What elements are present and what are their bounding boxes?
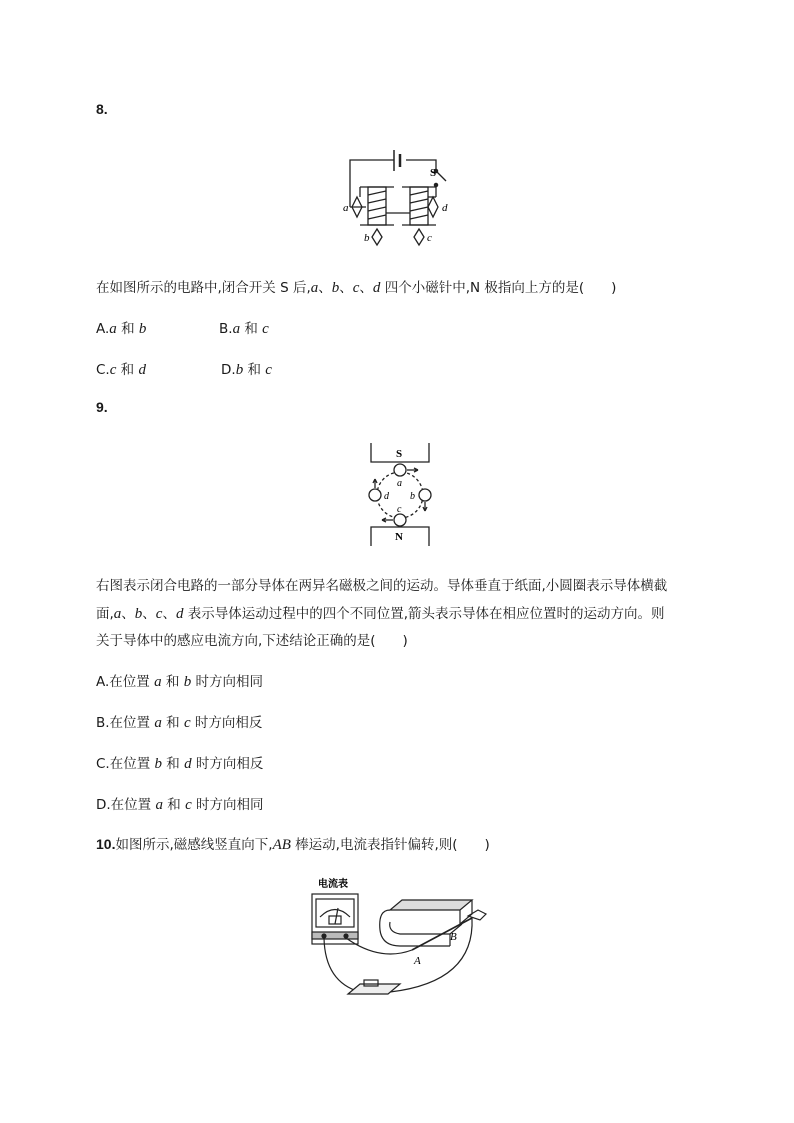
variable-text: d: [184, 756, 192, 772]
text-run: 、: [142, 606, 156, 622]
variable-text: b: [154, 756, 163, 772]
q8-option-b: [219, 317, 269, 338]
q8-option-d: [221, 358, 272, 379]
north-pole-label: N: [395, 531, 403, 543]
variable-text: c: [262, 321, 269, 337]
variable-text: d: [372, 280, 381, 296]
variable-text: a: [310, 280, 319, 296]
variable-text: a: [113, 606, 122, 622]
text-run: 四个小磁针中,N 极指向上方的是( ): [380, 280, 617, 296]
variable-text: a: [155, 797, 163, 813]
q8-stem: [96, 276, 616, 297]
text-run: 时方向相同: [191, 797, 264, 813]
q10-apparatus-figure: [300, 872, 490, 1004]
variable-text: a: [154, 674, 162, 690]
variable-text: d: [175, 606, 184, 622]
q9-stem-line-2: [96, 602, 665, 623]
text-run: A.: [96, 321, 110, 337]
text-run: 和: [116, 321, 139, 337]
text-run: B.: [219, 321, 233, 337]
text-run: D.: [221, 362, 236, 378]
q9-option-c: [96, 752, 263, 773]
q9-option-a: [96, 670, 263, 691]
needle-a-label: a: [343, 202, 349, 214]
text-run: 关于导体中的感应电流方向,下述结论正确的是( ): [96, 633, 408, 649]
text-run: 和: [162, 797, 186, 813]
q8-option-a: [96, 317, 146, 338]
needle-c-label: c: [427, 232, 432, 244]
variable-text: b: [138, 321, 147, 337]
text-run: C.: [96, 362, 110, 378]
q9-option-d: [96, 793, 264, 814]
variable-text: c: [155, 606, 163, 622]
south-pole-label: S: [396, 448, 403, 460]
variable-text: c: [352, 280, 360, 296]
switch-label: S: [430, 167, 437, 179]
q8-option-c: [96, 358, 146, 379]
text-run: 、: [359, 280, 373, 296]
position-d-label: d: [384, 491, 389, 502]
variable-text: a: [109, 321, 117, 337]
q10-number: 10.: [96, 836, 116, 852]
q9-option-b: [96, 711, 262, 732]
text-run: 和: [243, 362, 266, 378]
variable-text: a: [154, 715, 162, 731]
text-run: B.在位置: [96, 715, 155, 731]
rod-end-a-label: A: [414, 955, 421, 967]
q9-stem-line-3: [96, 629, 408, 649]
ammeter-label: 电流表: [318, 879, 348, 890]
needle-d-label: d: [442, 202, 448, 214]
text-run: 和: [161, 674, 184, 690]
q9-stem-line-1: [96, 574, 667, 594]
variable-text: b: [134, 606, 143, 622]
text-run: C.在位置: [96, 756, 155, 772]
position-b-label: b: [410, 491, 415, 502]
variable-text: a: [232, 321, 241, 337]
rod-end-b-label: B: [450, 931, 457, 943]
text-run: 时方向相反: [191, 756, 264, 772]
variable-text: c: [265, 362, 272, 378]
text-run: D.在位置: [96, 797, 156, 813]
variable-text: c: [185, 797, 192, 813]
text-run: 表示导体运动过程中的四个不同位置,箭头表示导体在相应位置时的运动方向。则: [183, 606, 665, 622]
variable-text: b: [183, 674, 192, 690]
text-run: 和: [161, 715, 184, 731]
variable-text: c: [109, 362, 117, 378]
text-run: 、: [318, 280, 332, 296]
q10-stem: [115, 837, 489, 853]
text-run: 和: [162, 756, 185, 772]
variable-text: d: [138, 362, 146, 378]
text-run: 右图表示闭合电路的一部分导体在两异名磁极之间的运动。导体垂直于纸面,小圆圈表示导体横截: [96, 578, 668, 594]
text-run: 、: [121, 606, 135, 622]
q8-number: 8.: [96, 101, 108, 117]
text-run: 和: [240, 321, 263, 337]
text-run: 和: [116, 362, 139, 378]
q10-stem-line: [96, 833, 490, 854]
text-run: 在如图所示的电路中,闭合开关 S 后,: [96, 280, 311, 296]
text-run: 棒运动,电流表指针偏转,则( ): [290, 837, 490, 853]
position-c-label: c: [397, 504, 402, 515]
position-a-label: a: [397, 478, 402, 489]
q9-number: 9.: [96, 399, 108, 415]
text-run: 、: [339, 280, 353, 296]
q8-circuit-figure: [330, 145, 470, 250]
q9-magnet-figure: [355, 440, 445, 550]
text-run: 面,: [96, 606, 114, 622]
variable-text: b: [331, 280, 340, 296]
text-run: 、: [162, 606, 176, 622]
variable-text: b: [235, 362, 244, 378]
needle-b-label: b: [364, 232, 370, 244]
text-run: 时方向相反: [190, 715, 263, 731]
variable-text: c: [183, 715, 191, 731]
text-run: 如图所示,磁感线竖直向下,: [115, 837, 273, 853]
variable-text: AB: [272, 837, 291, 853]
text-run: 时方向相同: [191, 674, 263, 690]
text-run: A.在位置: [96, 674, 155, 690]
